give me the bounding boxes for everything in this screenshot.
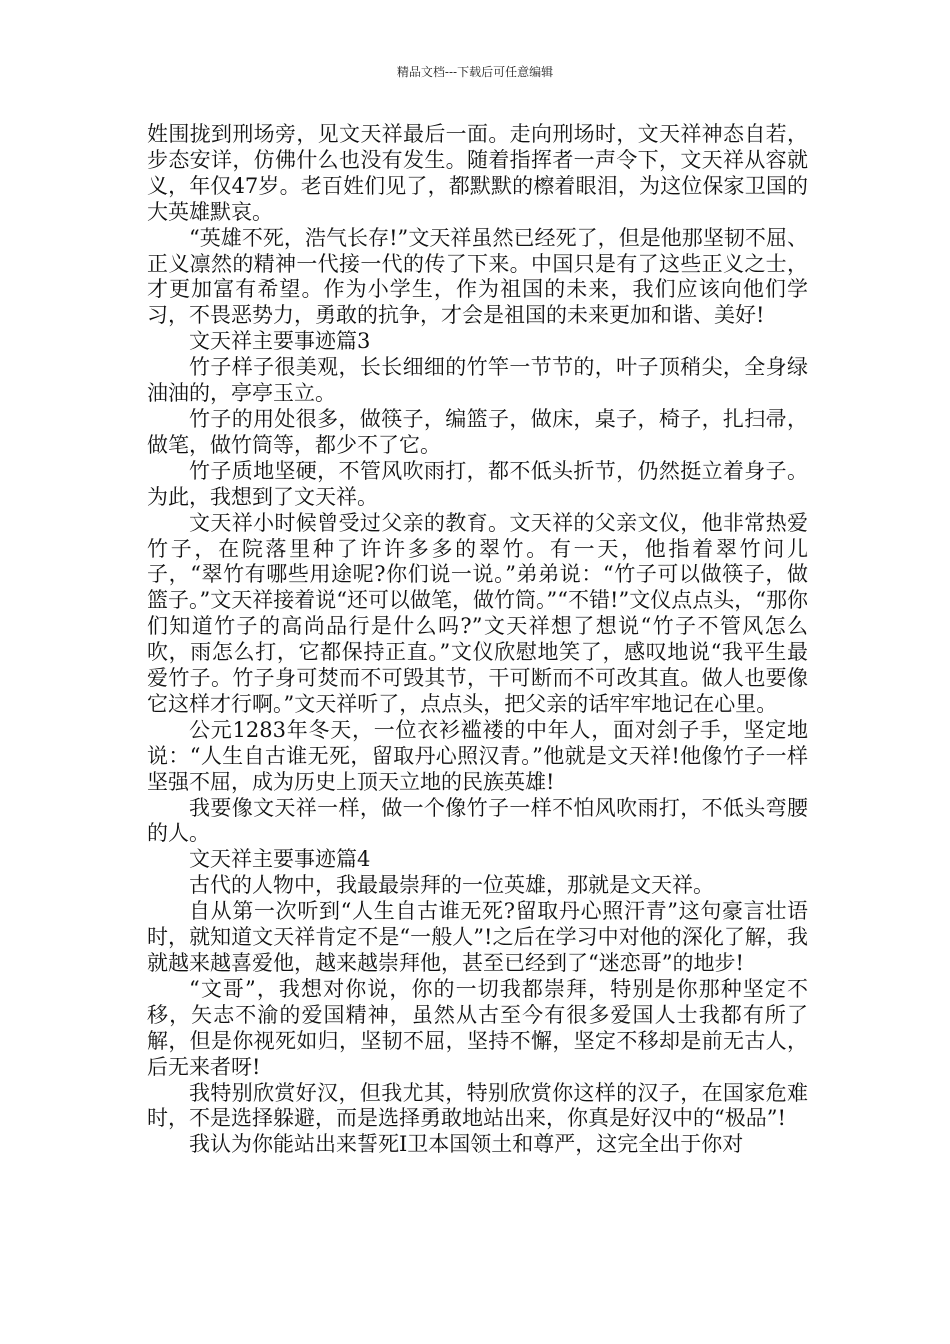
paragraph-4: 竹子的用处很多，做筷子，编篮子，做床，桌子，椅子，扎扫帚，做笔，做竹筒等，都少不了它。: [147, 406, 808, 457]
section-heading-3: 文天祥主要事迹篇3: [189, 329, 371, 354]
paragraph-1: 姓围拢到刑场旁，见文天祥最后一面。走向刑场时，文天祥神态自若，步态安详，仿佛什么也没有发生。随着指挥者一声令下，文天祥从容就义，年仅47岁。老百姓们见了，都默默的檫着眼泪，为这位保家卫国的大英雄默哀。: [147, 122, 808, 224]
paragraph-3: 竹子样子很美观，长长细细的竹竿一节节的，叶子顶稍尖，全身绿油油的，亭亭玉立。: [147, 355, 808, 406]
paragraph-9: 古代的人物中，我最最崇拜的一位英雄，那就是文天祥。: [189, 873, 714, 898]
paragraph-8: 我要像文天祥一样，做一个像竹子一样不怕风吹雨打，不低头弯腰的人。: [147, 795, 808, 846]
paragraph-2: “英雄不死，浩气长存!”文天祥虽然已经死了，但是他那坚韧不屈、正义凛然的精神一代接一代的传了下来。中国只是有了这些正义之士，才更加富有希望。作为小学生，作为祖国的未来，我们应该向他们学习，不畏恶势力，勇敢的抗争，才会是祖国的未来更加和谐、美好!: [147, 225, 808, 328]
paragraph-5: 竹子质地坚硬，不管风吹雨打，都不低头折节，仍然挺立着身子。为此，我想到了文天祥。: [147, 458, 808, 509]
paragraph-7: 公元1283年冬天，一位衣衫褴褛的中年人，面对刽子手，坚定地说：“人生自古谁无死，留取丹心照汉青。”他就是文天祥!他像竹子一样坚强不屈，成为历史上顶天立地的民族英雄!: [147, 717, 808, 794]
paragraph-6: 文天祥小时候曾受过父亲的教育。文天祥的父亲文仪，他非常热爱竹子，在院落里种了许许多多的翠竹。有一天，他指着翠竹问儿子，“翠竹有哪些用途呢?你们说一说。”弟弟说：“竹子可以做筷子，做篮子。”文天祥接着说“还可以做笔，做竹筒。”“不错!”文仪点点头，“那你们知道竹子的高尚品行是什么吗?”文天祥想了想说“竹子不管风怎么吹，雨怎么打，它都保持正直。”文仪欣慰地笑了，感叹地说“我平生最爱竹子。竹子身可焚而不可毁其节，干可断而不可改其直。做人也要像它这样才行啊。”文天祥听了，点点头，把父亲的话牢牢地记在心里。: [147, 510, 808, 716]
page-header: 精品文档---下载后可任意编辑: [396, 65, 554, 79]
section-heading-4: 文天祥主要事迹篇4: [189, 847, 371, 872]
paragraph-13: 我认为你能站出来誓死Ⅰ卫本国领土和尊严，这完全出于你对: [189, 1132, 744, 1157]
paragraph-10: 自从第一次听到“人生自古谁无死?留取丹心照汗青”这句豪言壮语时，就知道文天祥肯定不是“一般人”!之后在学习中对他的深化了解，我就越来越喜爱他，越来越崇拜他，甚至已经到了“迷恋哥”的地步!: [147, 899, 808, 975]
document-body: [147, 122, 808, 1158]
paragraph-12: 我特别欣赏好汉，但我尤其，特别欣赏你这样的汉子，在国家危难时，不是选择躲避，而是选择勇敢地站出来，你真是好汉中的“极品”!: [147, 1080, 808, 1131]
paragraph-11: “文哥”，我想对你说，你的一切我都崇拜，特别是你那种坚定不移，矢志不渝的爱国精神，虽然从古至今有很多爱国人士我都有所了解，但是你视死如归，坚韧不屈，坚持不懈，坚定不移却是前无古人，后无来者呀!: [147, 976, 808, 1079]
